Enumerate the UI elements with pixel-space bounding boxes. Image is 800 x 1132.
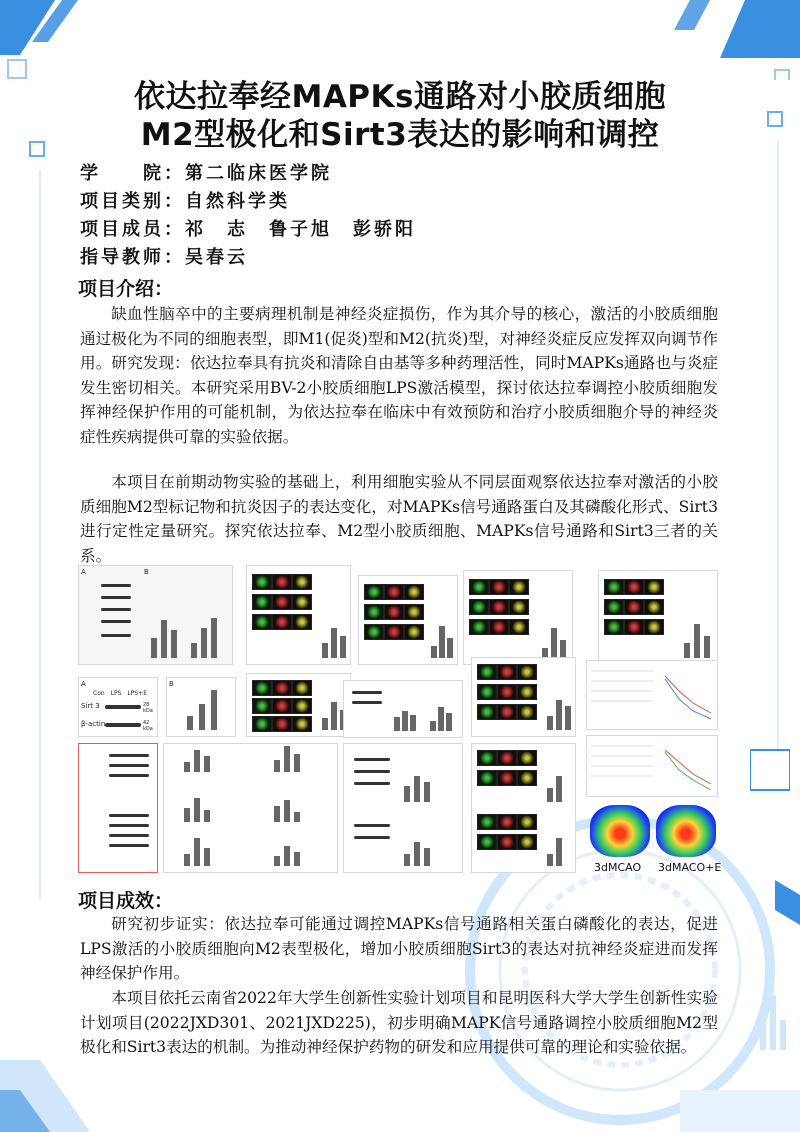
fluorescence-panel-2 (358, 575, 458, 665)
members-line: 项目成员：祁 志 鲁子旭 彭骄阳 (80, 219, 416, 240)
brain-caption-mcao-e: 3dMACO+E (658, 861, 722, 874)
category-line: 项目类别：自然科学类 (80, 191, 290, 212)
actin-label: β-actin (81, 720, 106, 728)
poster-title-line1: 依达拉奉经MAPKs通路对小胶质细胞 (133, 79, 667, 115)
advisor-line: 指导教师：吴春云 (80, 247, 248, 268)
results-heading: 项目成效： (78, 890, 174, 912)
sirt3-groups: Con LPS LPS+E (93, 690, 148, 697)
fluorescence-panel-3 (463, 570, 573, 665)
project-meta (80, 160, 416, 272)
brain-image-mcao (590, 805, 650, 857)
panel-label-a: A (81, 568, 86, 576)
fluorescence-panel-6 (471, 657, 576, 737)
actin-kda: 42 kDa (143, 720, 153, 732)
intro-heading: 项目介绍： (78, 278, 174, 300)
fluorescence-panel-5 (246, 673, 351, 737)
table-line-panel-2 (586, 735, 718, 797)
mapk-blot-panel (343, 680, 463, 738)
panel-label-b-2: B (169, 680, 174, 688)
top-right-decoration (650, 0, 800, 80)
mapk-blot-panel-2 (343, 743, 463, 873)
sirt3-label: Sirt 3 (81, 702, 100, 710)
blot-column-panel (78, 743, 158, 873)
results-paragraph-2: 本项目依托云南省2022年大学生创新性实验计划项目和昆明医科大学大学生创新性实验计划项目(2022JXD301、2021JXD225)，初步明确MAPK信号通路调控小胶质细胞M2型极化和Sirt3表达的机制。为推动神经保护药物的研发和应用提供可靠的理论和实验依据。 (80, 989, 718, 1056)
panel-label-b: B (144, 568, 149, 576)
fluorescence-panel-7 (471, 743, 576, 873)
panel-label-a-2: A (81, 680, 86, 688)
poster-title (0, 78, 800, 154)
sirt3-blot-panel (78, 677, 158, 737)
sirt3-bar-panel (166, 677, 236, 737)
intro-paragraph-1: 缺血性脑卒中的主要病理机制是神经炎症损伤，作为其介导的核心，激活的小胶质细胞通过极化为不同的细胞表型，即M1(促炎)型和M2(抗炎)型，对神经炎症反应发挥双向调节作用。研究发现：依达拉奉具有抗炎和清除自由基等多种药理活性，同时MAPKs通路也与炎症发生密切相关。本研究采用BV-2小胶质细胞LPS激活模型，探讨依达拉奉调控小胶质细胞发挥神经保护作用的可能机制，为依达拉奉在临床中有效预防和治疗小胶质细胞介导的神经炎症性疾病提供可靠的实验依据。 (80, 305, 718, 446)
sirt3-kda: 28 kDa (143, 702, 153, 714)
results-paragraph-1: 研究初步证实：依达拉奉可能通过调控MAPKs信号通路相关蛋白磷酸化的表达，促进LPS激活的小胶质细胞向M2表型极化，增加小胶质细胞Sirt3的表达对抗神经炎症进而发挥神经保护作用。 (80, 915, 718, 982)
bar-chart-grid-panel (163, 743, 338, 873)
left-frame-line (28, 140, 58, 920)
poster-title-line2: M2型极化和Sirt3表达的影响和调控 (140, 117, 660, 153)
college-line: 学 院：第二临床医学院 (80, 163, 332, 184)
table-line-panel-1 (586, 660, 718, 730)
brain-image-mcao-e (656, 805, 716, 857)
fluorescence-panel-4 (598, 570, 718, 665)
intro-paragraph-2: 本项目在前期动物实验的基础上，利用细胞实验从不同层面观察依达拉奉对激活的小胶质细胞M2型标记物和抗炎因子的表达变化，对MAPKs信号通路蛋白及其磷酸化形式、Sirt3进行定性定量研究。探究依达拉奉、M2型小胶质细胞、MAPKs信号通路和Sirt3三者的关系。 (80, 473, 718, 565)
top-left-decoration (0, 0, 120, 80)
brain-caption-mcao: 3dMCAO (594, 861, 642, 874)
bottom-left-decoration (0, 1060, 110, 1132)
figure-collage (78, 565, 722, 877)
western-blot-panel (78, 565, 233, 665)
fluorescence-panel-1 (246, 565, 351, 665)
